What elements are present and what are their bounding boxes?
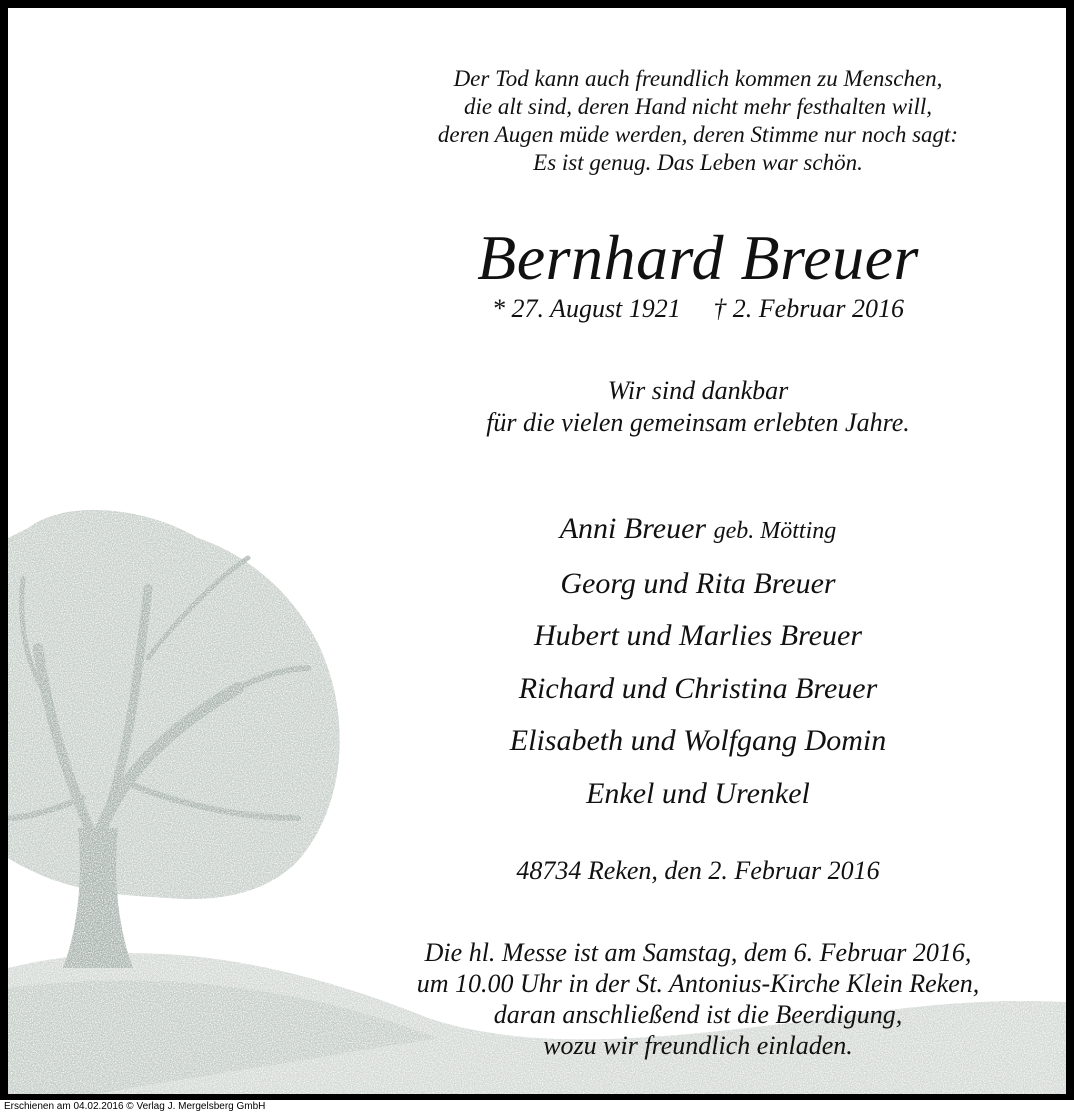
thanks-text [308,375,1074,439]
poem-line: Es ist genug. Das Leben war schön. [533,150,863,175]
mass-line: wozu wir freundlich einladen. [543,1031,853,1060]
family-member: Georg und Rita Breuer [560,566,836,600]
poem-line: deren Augen müde werden, deren Stimme nur noch sagt: [437,122,959,147]
thanks-line: für die vielen gemeinsam erlebten Jahre. [486,408,910,437]
family-member-widow [308,503,1074,558]
death-date: † 2. Februar 2016 [713,294,904,323]
poem-line: Der Tod kann auch freundlich kommen zu Menschen, [453,66,943,91]
family-list [308,503,1074,820]
mass-line: um 10.00 Uhr in der St. Antonius-Kirche Klein Reken, [416,969,980,998]
widow-maiden-name: geb. Mötting [713,518,837,544]
publication-footer: Erschienen am 04.02.2016 © Verlag J. Mergelsberg GmbH [4,1101,266,1112]
family-member: Elisabeth und Wolfgang Domin [509,724,887,757]
poem [308,65,1074,177]
family-member: Enkel und Urenkel [586,776,810,810]
mass-line: daran anschließend ist die Beerdigung, [493,1000,903,1029]
poem-line: die alt sind, deren Hand nicht mehr festhalten will, [463,94,933,119]
deceased-name: Bernhard Breuer [477,222,919,293]
place-and-date: 48734 Reken, den 2. Februar 2016 [516,856,880,885]
birth-date: * 27. August 1921 [492,294,681,323]
family-member: Richard und Christina Breuer [518,671,878,705]
life-dates [308,293,1074,325]
thanks-line: Wir sind dankbar [607,376,789,405]
funeral-mass-info [308,937,1074,1061]
family-member: Hubert und Marlies Breuer [533,619,862,652]
mass-line: Die hl. Messe ist am Samstag, dem 6. Februar 2016, [424,938,972,967]
widow-name: Anni Breuer [559,512,707,545]
